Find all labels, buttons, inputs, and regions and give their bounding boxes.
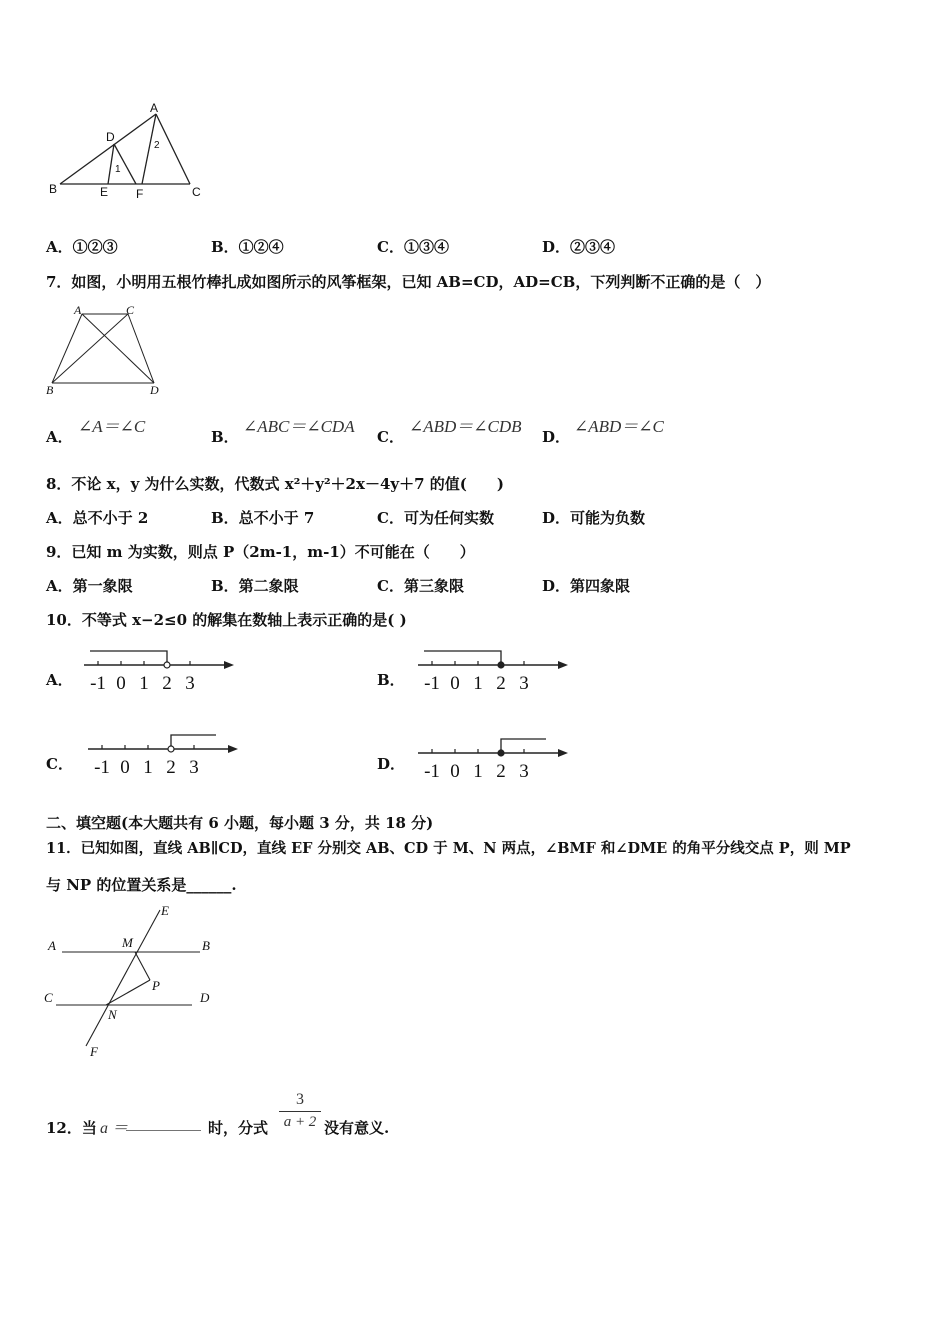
section2-title: 二、填空题(本大题共有 6 小题，每小题 3 分，共 18 分) xyxy=(46,814,434,832)
q10-option-b-letter[interactable]: B． xyxy=(377,671,405,689)
q6-label-f: F xyxy=(136,187,144,201)
endpoint-dot xyxy=(164,662,170,668)
q8-option-d[interactable]: D．可能为负数 xyxy=(542,509,646,527)
q6-option-b[interactable]: B．①②④ xyxy=(211,238,284,256)
q6-angle-2: 2 xyxy=(154,140,160,151)
q9-option-b[interactable]: B．第二象限 xyxy=(211,577,299,595)
q9-option-d[interactable]: D．第四象限 xyxy=(542,577,631,595)
q7-label-b: B xyxy=(46,383,54,397)
tick-label: 3 xyxy=(185,673,195,694)
q7-option-b-math: ∠ABC＝∠CDA xyxy=(243,417,355,436)
q7-option-d-letter[interactable]: D． xyxy=(542,428,571,446)
q9-option-c[interactable]: C．第三象限 xyxy=(377,577,464,595)
q6-label-b: B xyxy=(49,182,58,196)
solution-bracket xyxy=(424,651,501,665)
tick-label: 2 xyxy=(162,673,172,694)
tick-label: -1 xyxy=(424,761,440,782)
q7-option-d-math: ∠ABD＝∠C xyxy=(574,417,664,436)
tick-label: 3 xyxy=(519,673,529,694)
q6-option-a[interactable]: A．①②③ xyxy=(46,238,118,256)
tick-label: 2 xyxy=(496,673,506,694)
endpoint-dot xyxy=(498,750,504,756)
tick-label: 1 xyxy=(143,757,153,778)
q10-numberline-a xyxy=(76,645,241,700)
q6-label-d: D xyxy=(106,130,115,144)
q10-option-c-letter[interactable]: C． xyxy=(46,755,73,773)
q6-angle-1: 1 xyxy=(115,164,121,175)
tick-label: -1 xyxy=(94,757,110,778)
q7-label-c: C xyxy=(126,303,135,317)
q12-suffix: 没有意义. xyxy=(324,1119,390,1137)
q7-label-a: A xyxy=(74,303,82,317)
tick-label: 3 xyxy=(519,761,529,782)
tick-label: 3 xyxy=(189,757,199,778)
q10-option-d-letter[interactable]: D． xyxy=(377,755,406,773)
q12-variable: a ＝ xyxy=(100,1120,129,1137)
axis-arrow xyxy=(558,749,568,757)
q7-option-a-math: ∠A＝∠C xyxy=(78,417,146,436)
q11-line1: 11．已知如图，直线 AB∥CD，直线 EF 分别交 AB、CD 于 M、N 两点，∠BMF 和∠DME 的角平分线交点 P，则 MP xyxy=(46,840,851,857)
q7-option-a-letter[interactable]: A． xyxy=(46,428,73,446)
q8-option-b[interactable]: B．总不小于 7 xyxy=(211,509,315,527)
q12-middle: 时，分式 xyxy=(208,1119,269,1137)
tick-label: 0 xyxy=(116,673,126,694)
q8-option-a[interactable]: A．总不小于 2 xyxy=(46,509,149,527)
q12-blank[interactable]: __________ xyxy=(126,1113,201,1131)
q7-option-b-letter[interactable]: B． xyxy=(211,428,239,446)
q11-label-f: F xyxy=(90,1044,98,1059)
q12-fraction xyxy=(279,1091,321,1131)
q10-question: 10．不等式 x−2≤0 的解集在数轴上表示正确的是( ) xyxy=(46,611,407,629)
endpoint-dot xyxy=(168,746,174,752)
q11-label-a: A xyxy=(48,938,56,953)
q11-label-b: B xyxy=(202,938,210,953)
q12-prefix: 12．当 xyxy=(46,1119,97,1137)
tick-label: 0 xyxy=(450,673,460,694)
q7-kite-figure xyxy=(44,300,169,400)
q7-question: 7．如图，小明用五根竹棒扎成如图所示的风筝框架，已知 AB=CD，AD=CB，下列判断不正确的是（ ） xyxy=(46,273,771,291)
tick-label: 1 xyxy=(473,673,483,694)
tick-label: -1 xyxy=(424,673,440,694)
q8-option-c[interactable]: C．可为任何实数 xyxy=(377,509,494,527)
q7-label-d: D xyxy=(150,383,159,397)
q11-label-c: C xyxy=(44,990,53,1005)
q10-numberline-d xyxy=(410,733,575,788)
q9-question: 9．已知 m 为实数，则点 P（2m-1，m-1）不可能在（ ） xyxy=(46,543,475,561)
tick-label: 2 xyxy=(166,757,176,778)
tick-label: 1 xyxy=(473,761,483,782)
q10-option-a-letter[interactable]: A． xyxy=(46,671,73,689)
axis-arrow xyxy=(228,745,238,753)
q6-label-e: E xyxy=(100,185,109,199)
q11-label-p: P xyxy=(152,978,160,993)
q11-label-e: E xyxy=(161,903,169,918)
q9-option-a[interactable]: A．第一象限 xyxy=(46,577,133,595)
q10-numberline-c xyxy=(80,729,245,784)
tick-label: 2 xyxy=(496,761,506,782)
q12-denominator: a + 2 xyxy=(279,1111,321,1131)
q6-option-c[interactable]: C．①③④ xyxy=(377,238,449,256)
q11-label-m: M xyxy=(122,935,133,950)
q6-label-a: A xyxy=(150,101,159,115)
q12-numerator: 3 xyxy=(296,1091,304,1108)
endpoint-dot xyxy=(498,662,504,668)
tick-label: -1 xyxy=(90,673,106,694)
axis-arrow xyxy=(224,661,234,669)
solution-bracket xyxy=(90,651,167,665)
q8-question: 8．不论 x，y 为什么实数，代数式 x²＋y²＋2x－4y＋7 的值( ) xyxy=(46,475,504,493)
q7-option-c-letter[interactable]: C． xyxy=(377,428,404,446)
q7-option-c-math: ∠ABD＝∠CDB xyxy=(409,417,522,436)
q6-option-d[interactable]: D．②③④ xyxy=(542,238,616,256)
tick-label: 0 xyxy=(120,757,130,778)
q6-label-c: C xyxy=(192,185,201,199)
q11-label-n: N xyxy=(108,1007,117,1022)
q11-label-d: D xyxy=(200,990,210,1005)
q11-line2: 与 NP 的位置关系是______. xyxy=(46,876,237,894)
tick-label: 1 xyxy=(139,673,149,694)
tick-label: 0 xyxy=(450,761,460,782)
q6-triangle-figure xyxy=(44,100,214,205)
q10-numberline-b xyxy=(410,645,575,700)
q11-parallel-lines-figure xyxy=(40,898,225,1068)
axis-arrow xyxy=(558,661,568,669)
